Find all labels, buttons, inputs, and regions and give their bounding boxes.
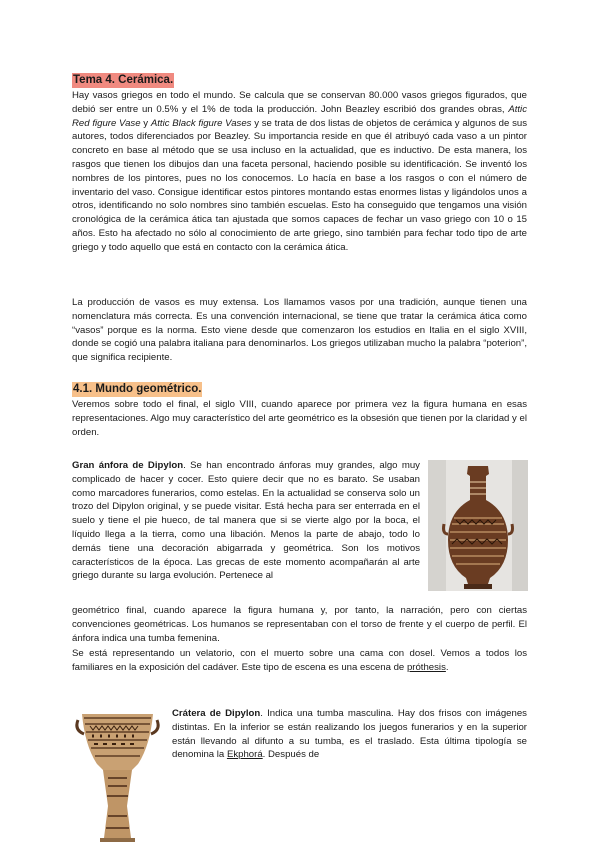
wake-text: Se está representando un velatorio, con el muerto sobre una cama con dosel. Vemos a todos los familiares en la exposición del cadáver. Este tipo de escena es una escena de <box>72 648 527 673</box>
book-title-black-figure: Attic Black figure Vases <box>150 117 252 129</box>
krater-text: . Indica una tumba masculina. Hay dos frisos con imágenes distintas. En la inferior se están realizando los juegos funerarios y en la superior están llevando al difunto a su tumba, es el traslado. Esta última tipología se denomina la <box>172 708 527 761</box>
production-paragraph: La producción de vasos es muy extensa. Los llamamos vasos por una tradición, aunque tienen una nomenclatura más correcta. Es una convención internacional, se tiene que tratar la cerámica ática como “vasos” porque es la norma. Esto viene desde que comenzaron los estudios en Italia en el siglo XVIII, donde se cogió una palabra italiana para denominarlos. Los griegos utilizaban mucho la palabra “poterion”, que significa recipiente. <box>72 297 527 364</box>
book-title-red-figure: Attic Red figure Vase <box>72 103 527 129</box>
amphora-continued-paragraph: geométrico final, cuando aparece la figura humana y, por tanto, la narración, pero con ciertas convenciones geométricas. Los humanos se representaban con el torso de frente y el cuerpo de perfil. El ánfora indica una tumba femenina. <box>72 605 527 644</box>
amphora-illustration <box>428 460 528 591</box>
amphora-image <box>428 460 528 591</box>
section-heading-geometric: 4.1. Mundo geométrico. <box>73 383 202 395</box>
intro-text-2: y se trata de dos listas de objetos de cerámica y algunos de sus autores, todos diferenciados por Beazley. Su importancia reside en que él atribuyó cada vaso a un pintor concreto en base al método que se usa incluso en la actualidad, que es inductivo. De esta manera, los rasgos que tienen los dibujos dan una faceta personal, haciendo posible su identificación. Se inventó los nombres de los pintores, pues no los conocemos. Lo hacía en base a los rasgos o con el número de inventario del vaso. Consigue identificar estos pintores montando estas enormes listas y ligándolos unos a otros, identificando no solo nombres sino también escuelas. Esto ha conseguido que tengamos una visión cronológica de la cerámica ática tan ajustada que somos capaces de fechar un vaso griego con 10 o 15 años. Esto ha afectado no sólo al conocimiento de arte griego, sino también para fechar todo tipo de arte griego y todo aquello que está en contacto con la cerámica ática. <box>72 117 528 253</box>
krater-image <box>72 706 163 848</box>
intro-text-1: Hay vasos griegos en todo el mundo. Se calcula que se conservan 80.000 vasos griegos figurados, que debió ser entre un 0.5% y el 1% de toda la producción. John Beazley escribió dos grandes obras, <box>72 90 527 115</box>
amphora-text: . Se han encontrado ánforas muy grandes, algo muy complicado de hacer y cocer. Esto quiere decir que no es barato. Se usaban como marcadores funerarios, como estelas. En la actualidad se conserva solo un trozo del Dipylon original, y se puede visitar. Está hecha para ser enterrada en el suelo y tiene el pie hueco, de tal manera que si se vierte algo por la boca, el líquido llega a la tierra, como una libación. Menos la parte de abajo, todo lo demás tiene una decoración abigarrada y geométrica. Son los motivos característicos de la época. Las grecas de este momento acompañarán al arte griego durante su larga evolución. Pertenece al <box>72 460 420 582</box>
krater-tail: . Después de <box>262 749 320 761</box>
geometric-intro-paragraph: Veremos sobre todo el final, el siglo VIII, cuando aparece por primera vez la figura humana en esas representaciones. Algo muy característico del arte geométrico es la obsesión que tienen por la claridad y el orden. <box>72 399 527 438</box>
prothesis-term: próthesis <box>406 661 446 673</box>
ekphora-term: Ekphorá <box>226 749 263 761</box>
intro-paragraph <box>72 89 527 255</box>
amphora-paragraph <box>72 459 420 583</box>
amphora-title: Gran ánfora de Dipylon <box>72 460 184 471</box>
intro-connector: y <box>140 117 151 129</box>
krater-title: Crátera de Dipylon <box>172 708 261 719</box>
wake-period: . <box>445 661 449 673</box>
krater-illustration <box>72 706 163 848</box>
page-title: Tema 4. Cerámica. <box>73 74 174 86</box>
wake-paragraph <box>72 647 527 675</box>
krater-paragraph <box>172 707 527 762</box>
